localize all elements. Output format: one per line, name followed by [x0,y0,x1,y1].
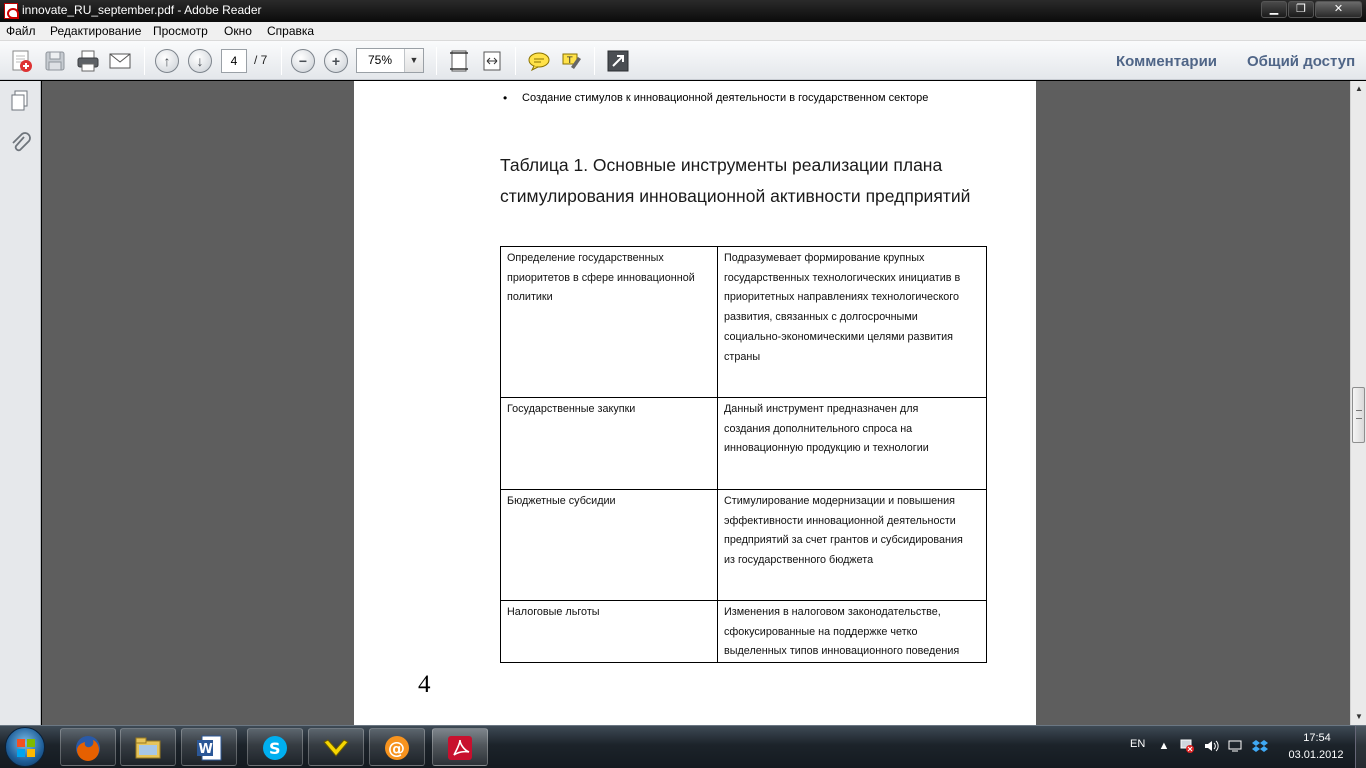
taskbar-explorer[interactable] [120,728,176,766]
scroll-up-icon[interactable]: ▲ [1355,84,1363,93]
close-button[interactable]: ✕ [1315,1,1362,18]
description-cell: Данный инструмент предназначен для создания дополнительного спроса на инновационную продукцию и технологии [718,398,987,490]
vertical-scrollbar[interactable] [1350,81,1366,725]
comment-icon[interactable] [527,49,551,73]
start-button[interactable] [5,727,45,767]
toolbar-separator [281,47,282,75]
svg-text:@: @ [388,739,405,759]
page-number-input[interactable]: 4 [221,49,247,73]
adobe-reader-icon [445,733,475,763]
previous-page-button[interactable] [155,49,179,73]
show-hidden-icons-icon[interactable]: ▲ [1158,740,1170,752]
page-thumbnails-icon[interactable] [9,89,31,113]
svg-text:S: S [269,739,281,758]
bullet-item: • Создание стимулов к инновационной деятельности в государственном секторе [522,92,928,104]
taskbar-mail-agent[interactable] [369,728,425,766]
windows-logo-icon [6,728,46,768]
highlight-icon[interactable] [560,49,584,73]
maximize-button[interactable]: ❐ [1288,1,1314,18]
action-center-icon[interactable] [1227,738,1243,754]
menu-help[interactable]: Справка [267,24,315,38]
save-icon[interactable] [43,49,67,73]
next-page-button[interactable] [188,49,212,73]
menu-bar [0,22,1366,41]
zoom-value[interactable]: 75% [367,53,393,67]
toolbar-separator [436,47,437,75]
mail-ru-agent-icon [382,733,412,763]
beeline-icon [321,733,351,763]
navigation-pane [0,81,41,725]
table-title: Таблица 1. Основные инструменты реализации плана стимулирования инновационной активности предприятий [500,155,971,206]
page-number: 4 [418,671,431,698]
title-bar [0,0,1366,22]
taskbar [0,725,1366,768]
skype-icon [260,733,290,763]
document-area[interactable] [42,81,1350,725]
taskbar-word[interactable] [181,728,237,766]
description-cell: Изменения в налоговом законодательстве, сфокусированные на поддержке четко выделенных типов инновационного поведения [718,601,987,663]
create-pdf-icon[interactable] [10,49,34,73]
toolbar-separator [515,47,516,75]
comments-link[interactable]: Комментарии [1116,53,1218,70]
volume-icon[interactable] [1203,738,1219,754]
page-total: / 7 [254,53,268,67]
taskbar-adobe-reader[interactable] [432,728,488,766]
network-warning-icon[interactable] [1179,738,1195,754]
word-icon [194,733,224,763]
zoom-in-button[interactable] [324,49,348,73]
minimize-button[interactable]: ▁ [1261,1,1287,18]
show-desktop-button[interactable] [1355,726,1366,768]
scroll-down-icon[interactable]: ▼ [1355,712,1363,721]
minus-icon: − [298,53,308,69]
instruments-table [500,246,987,663]
scroll-thumb[interactable] [1352,387,1365,443]
arrow-down-icon: ↓ [196,53,204,69]
pdf-page [354,81,1036,725]
table-row [501,601,987,663]
file-explorer-icon [133,733,163,763]
window-title: innovate_RU_september.pdf - Adobe Reader [22,3,262,17]
arrow-up-icon: ↑ [163,53,171,69]
adobe-reader-icon [4,3,18,19]
instrument-cell: Налоговые льготы [501,601,718,663]
menu-edit[interactable]: Редактирование [50,24,142,38]
language-indicator[interactable]: EN [1130,738,1146,750]
table-row [501,247,987,398]
plus-icon: + [331,53,341,69]
instrument-cell: Бюджетные субсидии [501,490,718,601]
fit-width-icon[interactable] [480,49,504,73]
svg-text:T: T [567,56,573,66]
toolbar-separator [594,47,595,75]
fit-page-icon[interactable] [447,49,471,73]
chevron-down-icon[interactable]: ▼ [404,49,423,72]
instrument-cell: Государственные закупки [501,398,718,490]
clock-time[interactable]: 17:54 [1303,732,1331,744]
print-icon[interactable] [76,49,100,73]
firefox-icon [73,733,103,763]
table-row [501,398,987,490]
attachments-icon[interactable] [9,131,31,155]
instrument-cell: Определение государственных приоритетов в сфере инновационной политики [501,247,718,398]
email-icon[interactable] [108,49,132,73]
taskbar-beeline[interactable] [308,728,364,766]
menu-window[interactable]: Окно [224,24,252,38]
zoom-out-button[interactable] [291,49,315,73]
clock-date[interactable]: 03.01.2012 [1288,749,1344,761]
menu-view[interactable]: Просмотр [153,24,208,38]
toolbar-separator [144,47,145,75]
menu-file[interactable]: Файл [6,24,36,38]
description-cell: Подразумевает формирование крупных государственных технологических инициатив в приоритетных направлениях технологического развития, связанных с долгосрочными социально-экономическими целями развития страны [718,247,987,398]
share-link[interactable]: Общий доступ [1247,53,1356,70]
dropbox-icon[interactable] [1252,738,1268,754]
taskbar-skype[interactable] [247,728,303,766]
zoom-select[interactable] [356,48,424,73]
taskbar-firefox[interactable] [60,728,116,766]
description-cell: Стимулирование модернизации и повышения эффективности инновационной деятельности предприятий за счет грантов и субсидирования из государственного бюджета [718,490,987,601]
table-row [501,490,987,601]
fullscreen-icon[interactable] [606,49,630,73]
svg-text:W: W [198,742,213,757]
